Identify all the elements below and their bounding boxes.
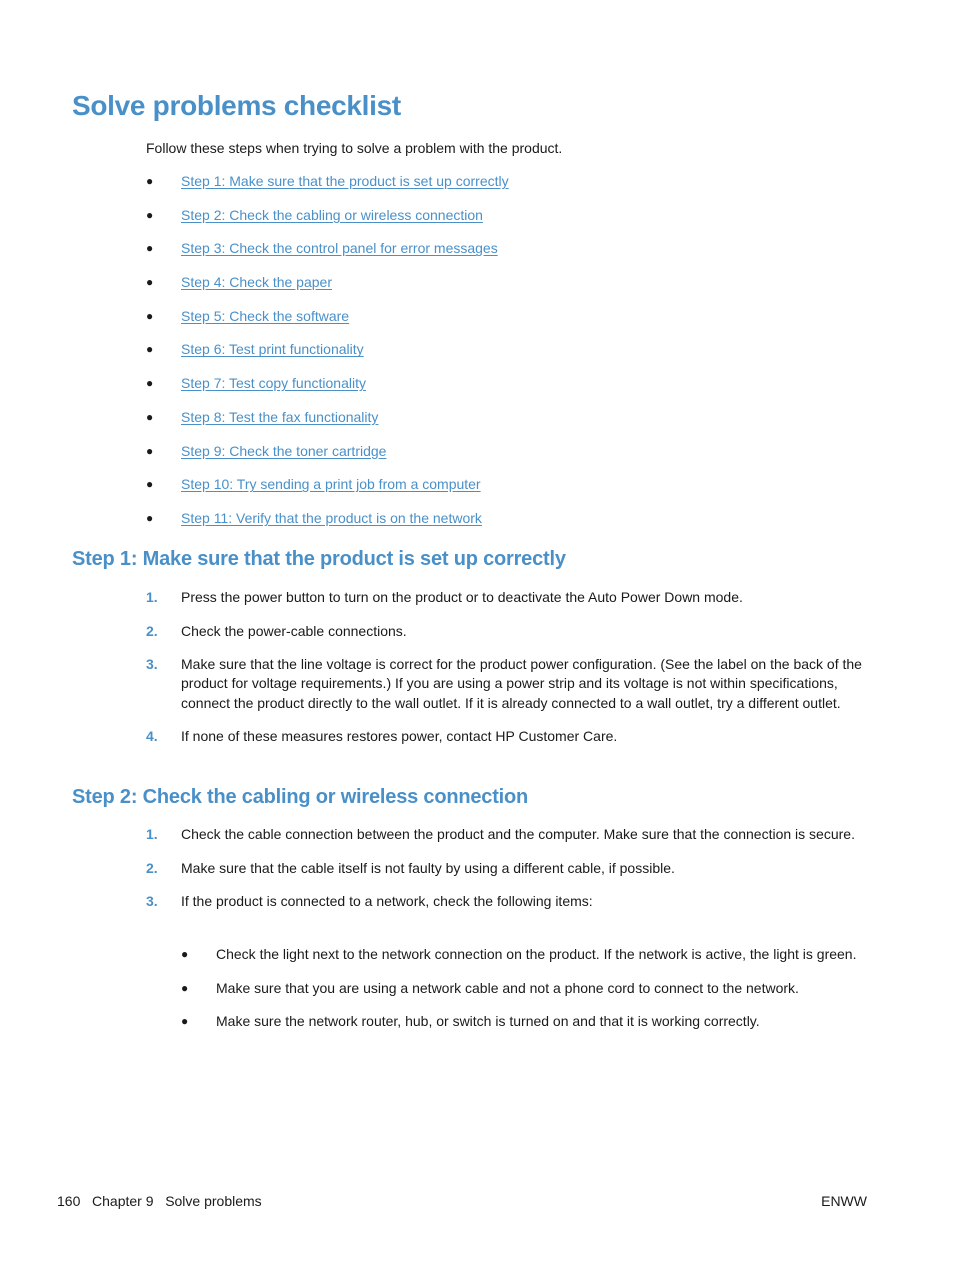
page-number: 160 xyxy=(57,1193,81,1209)
page-footer-left xyxy=(57,1192,262,1211)
numbered-step xyxy=(146,655,876,713)
toc-item xyxy=(146,206,509,240)
bullet-icon: ● xyxy=(146,207,154,222)
toc-link-step-8[interactable]: Step 8: Test the fax functionality xyxy=(181,408,379,425)
toc-list xyxy=(146,172,509,543)
toc-link-step-1[interactable]: Step 1: Make sure that the product is set up correctly xyxy=(181,173,509,189)
step-text: Press the power button to turn on the product or to deactivate the Auto Power Down mode. xyxy=(181,589,743,605)
section-heading-step-2: Step 2: Check the cabling or wireless connection xyxy=(72,786,529,808)
bullet-icon: ● xyxy=(146,275,154,290)
numbered-step xyxy=(146,588,876,607)
page-title: Solve problems checklist xyxy=(72,90,401,121)
bullet-icon: ● xyxy=(146,241,154,256)
chapter-label: Chapter 9 xyxy=(92,1193,154,1209)
bullet-icon: ● xyxy=(146,174,154,188)
numbered-step xyxy=(146,892,876,911)
list-item xyxy=(181,979,881,998)
bullet-icon: ● xyxy=(146,510,154,525)
step-number: 1. xyxy=(146,826,158,842)
chapter-title: Solve problems xyxy=(165,1193,262,1209)
toc-item xyxy=(146,340,509,374)
step-text: If the product is connected to a network, check the following items: xyxy=(181,893,593,910)
section-heading-step-1: Step 1: Make sure that the product is set up correctly xyxy=(72,548,566,570)
list-item-text: Make sure that you are using a network cable and not a phone cord to connect to the network. xyxy=(216,979,799,996)
step-text: Make sure that the cable itself is not faulty by using a different cable, if possible. xyxy=(181,859,675,876)
toc-item xyxy=(146,442,509,476)
toc-item xyxy=(146,509,509,543)
bullet-icon: ● xyxy=(146,342,154,357)
toc-link-step-4[interactable]: Step 4: Check the paper xyxy=(181,274,332,291)
numbered-step xyxy=(146,859,876,878)
step-number: 2. xyxy=(146,622,158,639)
toc-item xyxy=(146,307,509,341)
toc-item xyxy=(146,374,509,408)
toc-item xyxy=(146,239,509,273)
step-text: Check the power-cable connections. xyxy=(181,622,407,639)
numbered-step xyxy=(146,727,876,746)
numbered-step xyxy=(146,825,876,844)
intro-text: Follow these steps when trying to solve a problem with the product. xyxy=(146,140,563,156)
step-number: 1. xyxy=(146,589,158,605)
list-item-text: Check the light next to the network connection on the product. If the network is active, the light is green. xyxy=(216,946,857,962)
step-1-list xyxy=(146,588,876,761)
toc-link-step-2[interactable]: Step 2: Check the cabling or wireless connection xyxy=(181,206,483,223)
bullet-icon: ● xyxy=(181,980,189,995)
list-item xyxy=(181,1012,881,1031)
bullet-icon: ● xyxy=(146,376,154,391)
step-number: 2. xyxy=(146,859,158,876)
list-item-text: Make sure the network router, hub, or switch is turned on and that it is working correctly. xyxy=(216,1013,760,1030)
toc-link-step-10[interactable]: Step 10: Try sending a print job from a computer xyxy=(181,476,481,493)
bullet-icon: ● xyxy=(181,947,189,961)
step-number: 4. xyxy=(146,728,158,745)
network-checks-list xyxy=(181,945,881,1046)
toc-item xyxy=(146,172,509,206)
toc-item xyxy=(146,408,509,442)
bullet-icon: ● xyxy=(146,477,154,492)
step-text: Check the cable connection between the product and the computer. Make sure that the connection is secure. xyxy=(181,826,855,842)
bullet-icon: ● xyxy=(146,409,154,424)
step-number: 3. xyxy=(146,656,158,673)
toc-link-step-9[interactable]: Step 9: Check the toner cartridge xyxy=(181,442,387,459)
toc-link-step-7[interactable]: Step 7: Test copy functionality xyxy=(181,375,366,392)
toc-link-step-5[interactable]: Step 5: Check the software xyxy=(181,307,350,324)
bullet-icon: ● xyxy=(146,308,154,323)
toc-item xyxy=(146,475,509,509)
toc-link-step-11[interactable]: Step 11: Verify that the product is on the network xyxy=(181,509,482,526)
numbered-step xyxy=(146,622,876,641)
list-item xyxy=(181,945,881,964)
step-2-list xyxy=(146,825,876,926)
bullet-icon: ● xyxy=(146,443,154,458)
toc-item xyxy=(146,273,509,307)
toc-link-step-3[interactable]: Step 3: Check the control panel for error messages xyxy=(181,240,498,257)
step-text: If none of these measures restores power, contact HP Customer Care. xyxy=(181,728,618,745)
page-footer-right: ENWW xyxy=(821,1193,867,1209)
step-number: 3. xyxy=(146,893,158,910)
bullet-icon: ● xyxy=(181,1014,189,1029)
step-text: Make sure that the line voltage is correct for the product power configuration. (See the label on the back of the product for voltage requirements.) If you are using a power strip and its voltage is not within specifications, connect the product directly to the wall outlet. If it is already connected to a wall outlet, try a different outlet. xyxy=(181,656,862,711)
toc-link-step-6[interactable]: Step 6: Test print functionality xyxy=(181,341,364,358)
